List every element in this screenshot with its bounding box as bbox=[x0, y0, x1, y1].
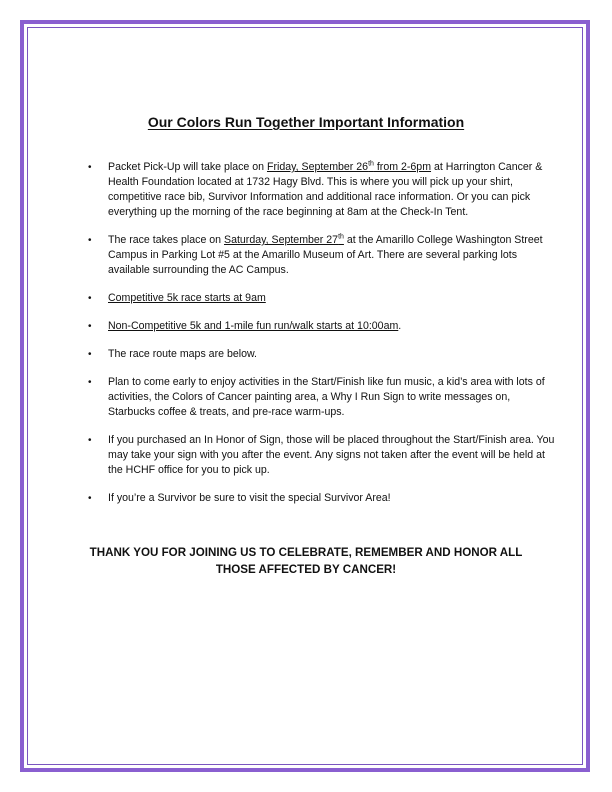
list-item-route-maps: • The race route maps are below. bbox=[88, 348, 257, 360]
list-item-noncompetitive-start: • Non-Competitive 5k and 1-mile fun run/walk starts at 10:00am. bbox=[88, 320, 402, 332]
list-item-honor-signs: • If you purchased an In Honor of Sign, those will be placed throughout the Start/Finish area. You may take your sign with you after the event. Any signs not taken after the event will be held at the HCHF office for you to pick up. bbox=[88, 434, 555, 476]
list-item-competitive-start: • Competitive 5k race starts at 9am bbox=[88, 292, 266, 304]
bullet-icon: • bbox=[88, 321, 92, 332]
bullet-icon: • bbox=[88, 435, 92, 446]
bullet-icon: • bbox=[88, 349, 92, 360]
bullet-icon: • bbox=[88, 377, 92, 388]
bullet-icon: • bbox=[88, 235, 92, 246]
bullet-icon: • bbox=[88, 162, 92, 173]
closing-message: THANK YOU FOR JOINING US TO CELEBRATE, REMEMBER AND HONOR ALL THOSE AFFECTED BY CANCER! bbox=[89, 546, 523, 576]
list-item-survivor-area: • If you’re a Survivor be sure to visit the special Survivor Area! bbox=[88, 492, 391, 504]
list-item-packet-pickup: • Packet Pick-Up will take place on Friday, September 26th from 2-6pm at Harrington Cancer & Health Foundation located at 1732 Hagy Blvd. This is where you will pick up your shirt, competitive race bib, Survivor Information and additional race information. Or you can pick everything up the morning of the race beginning at 8am at the Check-In Tent. bbox=[88, 160, 543, 218]
race-date: Saturday, September 27th bbox=[224, 233, 344, 246]
list-item-activities: • Plan to come early to enjoy activities in the Start/Finish like fun music, a kid’s area with lots of activities, the Colors of Cancer painting area, a Why I Run Sign to write messages on, Starbucks coffee & treats, and pre-race warm-ups. bbox=[88, 376, 545, 418]
pickup-date: Friday, September 26th from 2-6pm bbox=[266, 160, 432, 173]
info-list bbox=[88, 160, 558, 519]
bullet-icon: • bbox=[88, 293, 92, 304]
page-title: Our Colors Run Together Important Information bbox=[147, 114, 465, 130]
list-item-race-location: • The race takes place on Saturday, September 27th at the Amarillo College Washington Street Campus in Parking Lot #5 at the Amarillo Museum of Art. There are several parking lots available surrounding the AC Campus. bbox=[88, 233, 543, 276]
bullet-icon: • bbox=[88, 493, 92, 504]
